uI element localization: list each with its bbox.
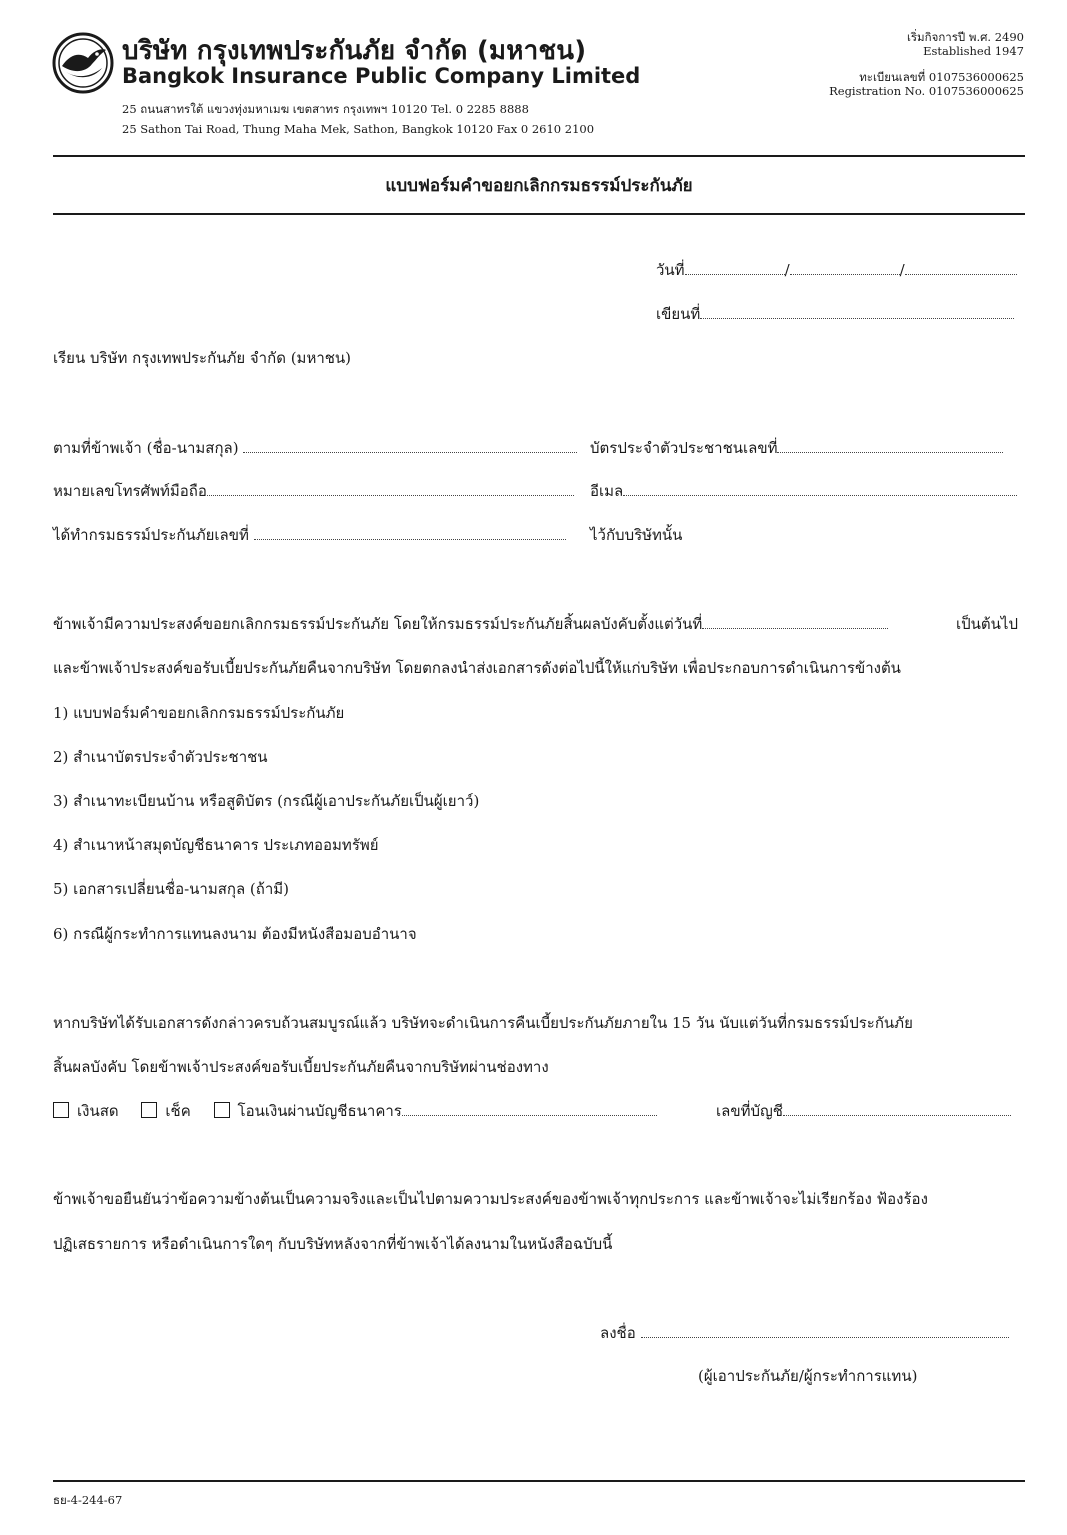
account-row: [716, 1099, 1011, 1123]
id-label: บัตรประจำตัวประชาชนเลขที่: [590, 439, 778, 457]
title-divider: [53, 213, 1025, 215]
place-label: เขียนที่: [656, 305, 701, 323]
registration-thai: ทะเบียนเลขที่ 0107536000625: [859, 70, 1024, 84]
policy-label: ได้ทำกรมธรรม์ประกันภัยเลขที่: [53, 526, 249, 544]
name-row: [53, 436, 577, 460]
date-month-field[interactable]: [790, 260, 900, 275]
date-day-field[interactable]: [685, 260, 785, 275]
document-item: 1) แบบฟอร์มคำขอยกเลิกกรมธรรม์ประกันภัย: [53, 704, 345, 722]
signature-field[interactable]: [641, 1323, 1009, 1338]
phone-row: [53, 479, 574, 503]
confirm-line-1: ข้าพเจ้าขอยืนยันว่าข้อความข้างต้นเป็นความจริงและเป็นไปตามความประสงค์ของข้าพเจ้าทุกประการ และข้าพเจ้าจะไม่เรียกร้อง ฟ้องร้อง: [53, 1190, 928, 1208]
cash-label: เงินสด: [77, 1102, 119, 1120]
cash-checkbox[interactable]: [53, 1102, 69, 1118]
phone-field[interactable]: [207, 481, 574, 496]
transfer-checkbox[interactable]: [214, 1102, 230, 1118]
cash-option[interactable]: [53, 1102, 119, 1120]
account-number-field[interactable]: [783, 1101, 1011, 1116]
policy-row: [53, 523, 566, 547]
email-label: อีเมล: [590, 482, 624, 500]
address-thai: 25 ถนนสาทรใต้ แขวงทุ่งมหาเมฆ เขตสาทร กรุงเทพฯ 10120 Tel. 0 2285 8888: [122, 102, 529, 116]
id-row: [590, 436, 1003, 460]
recipient-line: เรียน บริษัท กรุงเทพประกันภัย จำกัด (มหาชน): [53, 349, 352, 367]
name-label: ตามที่ข้าพเจ้า (ชื่อ-นามสกุล): [53, 439, 239, 457]
footer-divider: [53, 1480, 1025, 1482]
signature-row: [600, 1321, 1009, 1345]
form-code: ธย-4-244-67: [53, 1493, 123, 1507]
address-english: 25 Sathon Tai Road, Thung Maha Mek, Sathon, Bangkok 10120 Fax 0 2610 2100: [122, 122, 595, 136]
document-item: 3) สำเนาทะเบียนบ้าน หรือสูติบัตร (กรณีผู้เอาประกันภัยเป็นผู้เยาว์): [53, 792, 480, 810]
phone-label: หมายเลขโทรศัพท์มือถือ: [53, 482, 207, 500]
document-item: 4) สำเนาหน้าสมุดบัญชีธนาคาร ประเภทออมทรัพย์: [53, 836, 379, 854]
company-name-thai: บริษัท กรุงเทพประกันภัย จำกัด (มหาชน): [122, 36, 587, 66]
date-row: วันที่ / /: [656, 258, 1017, 282]
document-item: 6) กรณีผู้กระทำการแทนลงนาม ต้องมีหนังสือมอบอำนาจ: [53, 925, 417, 943]
name-field[interactable]: [243, 438, 577, 453]
date-label: วันที่: [656, 261, 685, 279]
account-label: เลขที่บัญชี: [716, 1102, 783, 1120]
email-row: [590, 479, 1017, 503]
established-block: [907, 30, 1024, 58]
refund-line-2: สิ้นผลบังคับ โดยข้าพเจ้าประสงค์ขอรับเบี้ยประกันภัยคืนจากบริษัทผ่านช่องทาง: [53, 1058, 549, 1076]
intent-text: ข้าพเจ้ามีความประสงค์ขอยกเลิกกรมธรรม์ประกันภัย โดยให้กรมธรรม์ประกันภัยสิ้นผลบังคับตั้งแต่วันที่: [53, 615, 703, 633]
policy-number-field[interactable]: [254, 525, 566, 540]
policy-suffix: ไว้กับบริษัทนั้น: [590, 526, 683, 544]
registration-block: [829, 70, 1024, 98]
bank-name-field[interactable]: [402, 1101, 657, 1116]
place-field[interactable]: [700, 304, 1014, 319]
refund-line-1: หากบริษัทได้รับเอกสารดังกล่าวครบถ้วนสมบูรณ์แล้ว บริษัทจะดำเนินการคืนเบี้ยประกันภัยภายใน 15 วัน นับแต่วันที่กรมธรรม์ประกันภัย: [53, 1014, 913, 1032]
signature-label: ลงชื่อ: [600, 1324, 636, 1342]
payment-options-row: [53, 1099, 657, 1123]
established-thai: เริ่มกิจการปี พ.ศ. 2490: [906, 30, 1024, 44]
registration-english: Registration No. 0107536000625: [829, 84, 1024, 98]
cheque-label: เช็ค: [165, 1102, 191, 1120]
cheque-option[interactable]: [141, 1102, 190, 1120]
place-row: [656, 302, 1014, 326]
cheque-checkbox[interactable]: [141, 1102, 157, 1118]
company-name-english: Bangkok Insurance Public Company Limited: [122, 64, 641, 88]
header-divider: [53, 155, 1025, 157]
established-english: Established 1947: [923, 44, 1024, 58]
id-field[interactable]: [777, 438, 1003, 453]
signature-role: (ผู้เอาประกันภัย/ผู้กระทำการแทน): [698, 1367, 918, 1385]
transfer-label: โอนเงินผ่านบัญชีธนาคาร: [237, 1102, 402, 1120]
form-title: แบบฟอร์มคำขอยกเลิกกรมธรรม์ประกันภัย: [385, 176, 693, 196]
intent-suffix: เป็นต้นไป: [956, 615, 1018, 633]
document-item: 5) เอกสารเปลี่ยนชื่อ-นามสกุล (ถ้ามี): [53, 880, 290, 898]
transfer-option[interactable]: [214, 1102, 402, 1120]
email-field[interactable]: [623, 481, 1017, 496]
effective-date-field[interactable]: [702, 614, 888, 629]
intent-line-2: และข้าพเจ้าประสงค์ขอรับเบี้ยประกันภัยคืนจากบริษัท โดยตกลงนำส่งเอกสารดังต่อไปนี้ให้แก่บริษัท เพื่อประกอบการดำเนินการข้างต้น: [53, 659, 901, 677]
document-item: 2) สำเนาบัตรประจำตัวประชาชน: [53, 748, 268, 766]
intent-line-1: [53, 612, 888, 636]
date-year-field[interactable]: [905, 260, 1017, 275]
bird-logo-icon: [52, 32, 114, 94]
confirm-line-2: ปฏิเสธรายการ หรือดำเนินการใดๆ กับบริษัทหลังจากที่ข้าพเจ้าได้ลงนามในหนังสือฉบับนี้: [53, 1235, 613, 1253]
